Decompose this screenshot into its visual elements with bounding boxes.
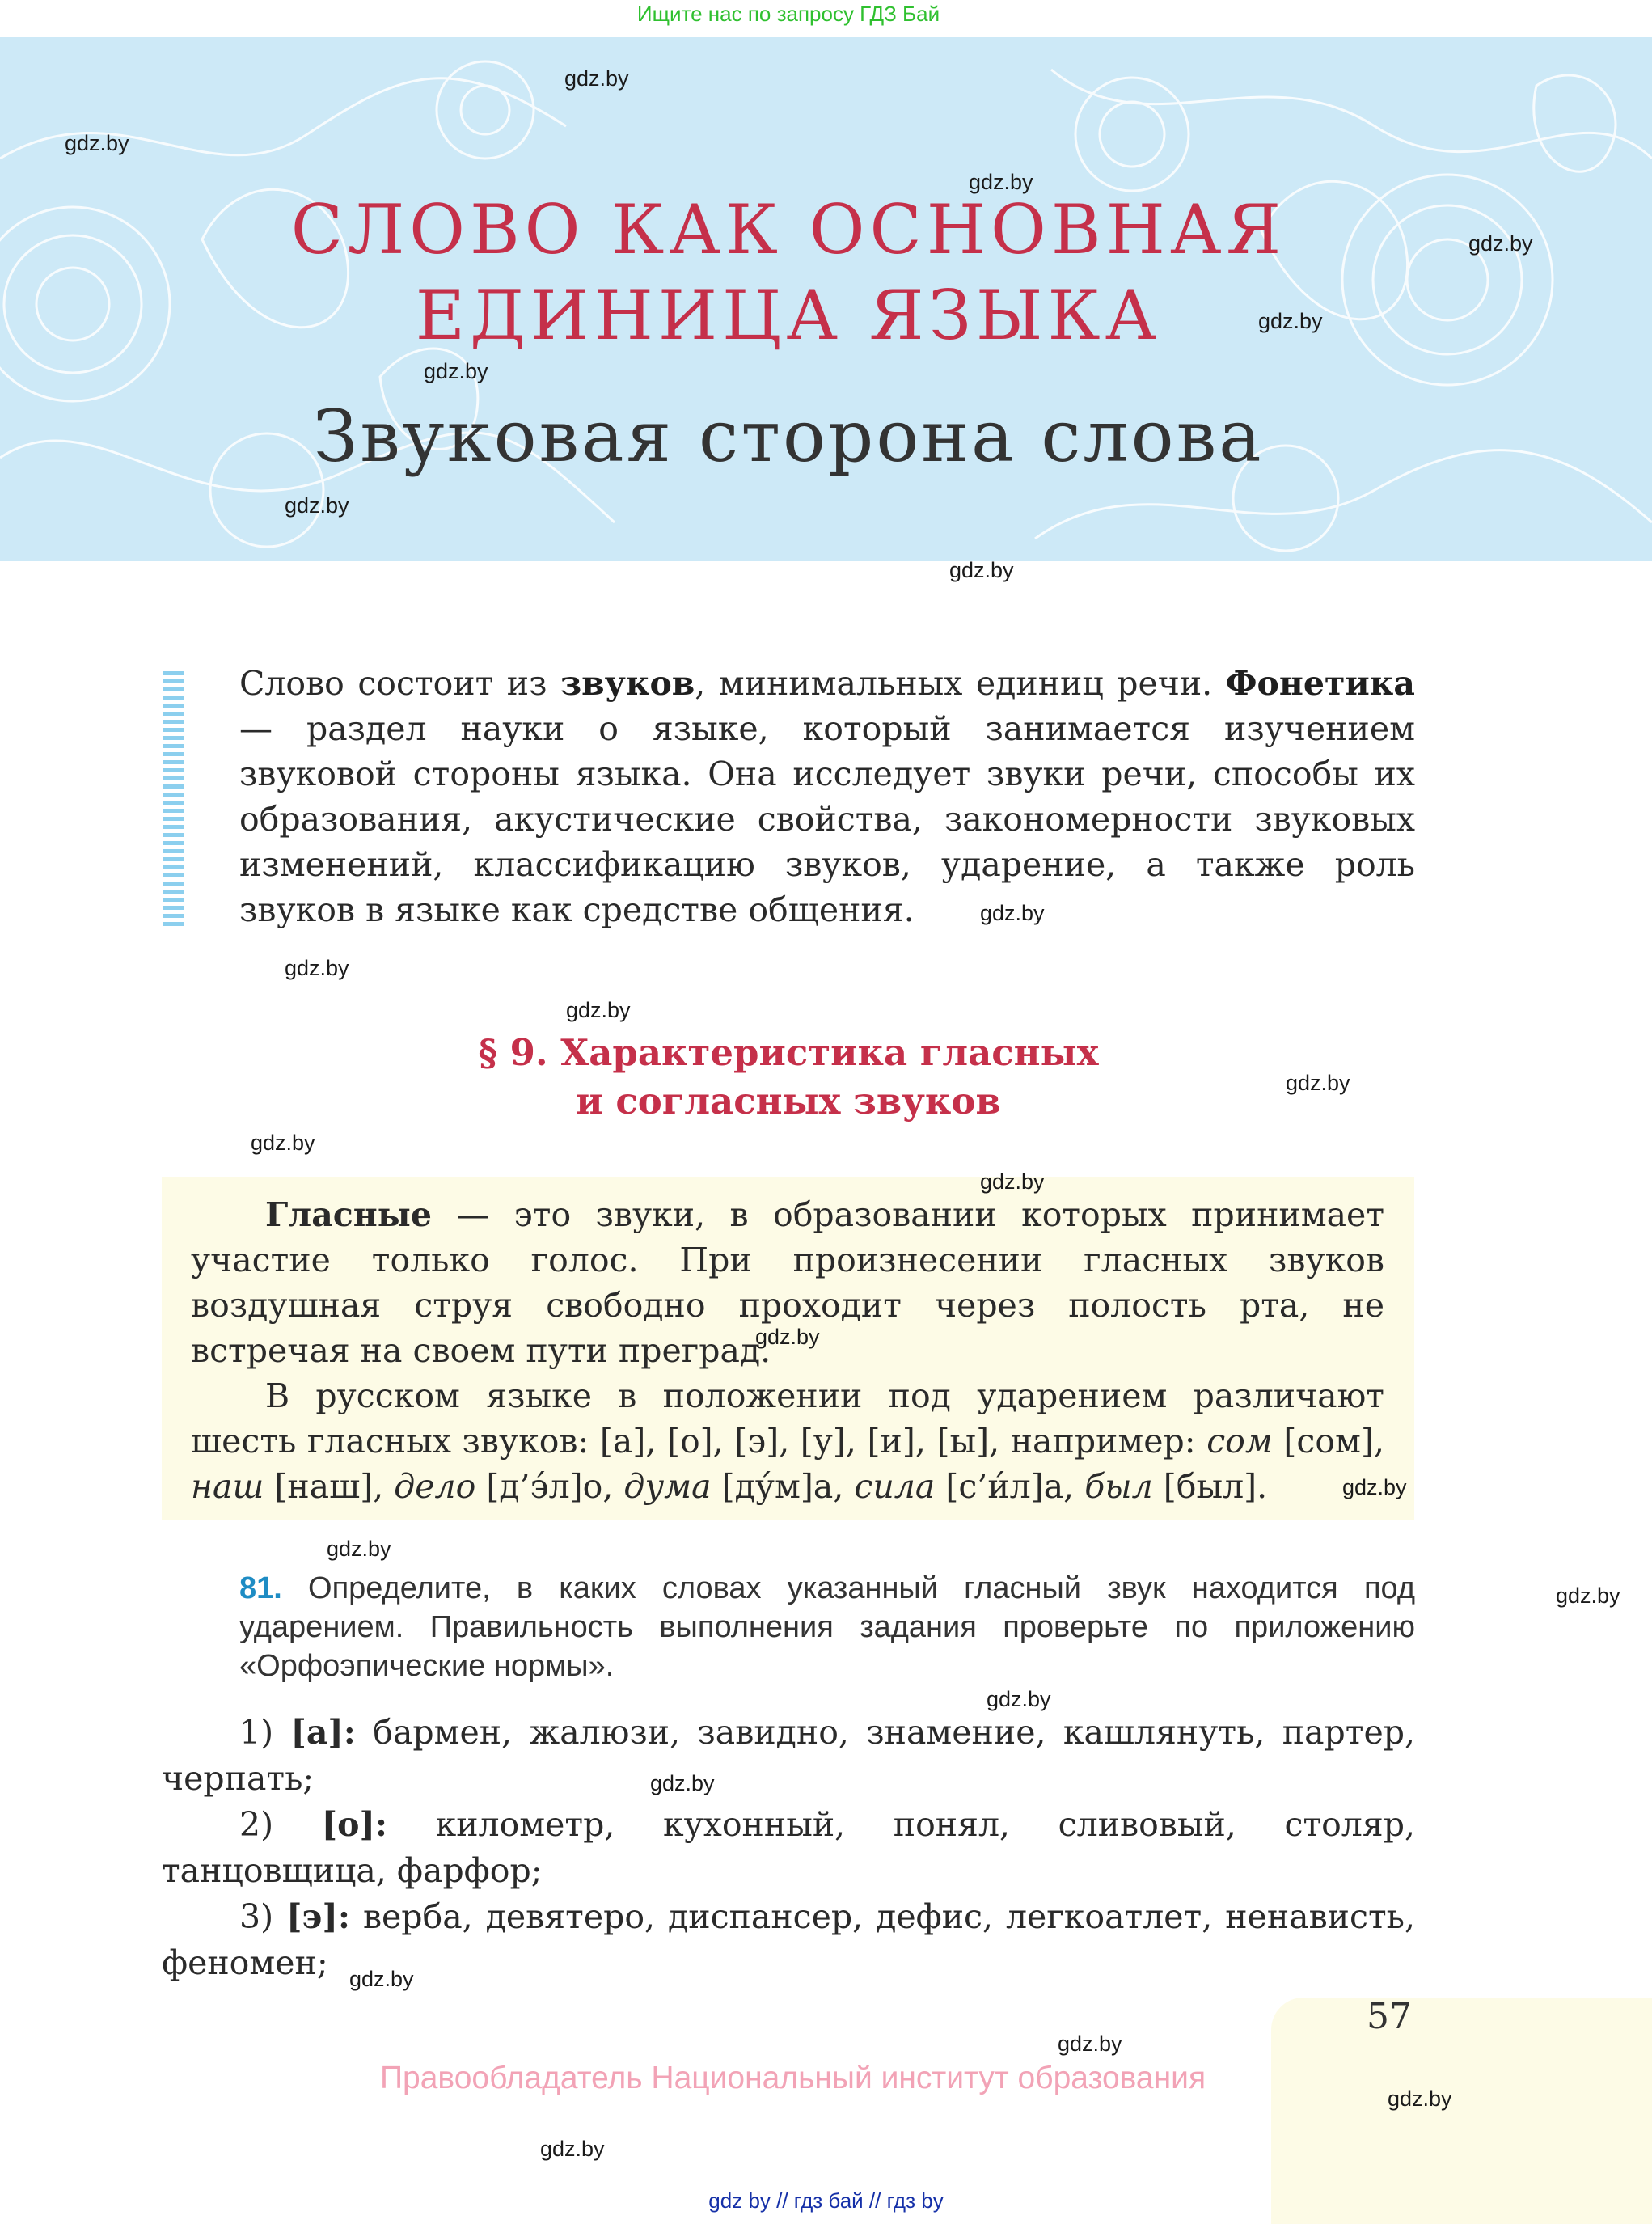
exercise-item-3: 3) [э]: верба, девятеро, диспансер, дефис, легкоатлет, ненависть, феномен; (162, 1897, 1415, 1982)
watermark: gdz.by (650, 1771, 715, 1795)
watermark: gdz.by (1388, 2087, 1452, 2111)
copyright-holder: Правообладатель Национальный институт образования (380, 2061, 1206, 2095)
term-vowels: Гласные (265, 1195, 432, 1234)
page-number: 57 (1367, 1996, 1412, 2037)
watermark: gdz.by (566, 998, 631, 1022)
watermark: gdz.by (1556, 1583, 1620, 1608)
watermark: gdz.by (755, 1325, 820, 1349)
watermark: gdz.by (327, 1537, 391, 1561)
intro-margin-bars (163, 671, 184, 928)
watermark: gdz.by (349, 1967, 414, 1991)
intro-paragraph: Слово состоит из звуков, минимальных единиц речи. Фонетика — раздел науки о языке, который занимается изучением звуковой стороны языка. Она исследует звуки речи, способы их образования, акустические свойства, закономерности звуковых изменений, классификацию звуков, ударение, а также роль звуков в языке как средстве общения. (239, 664, 1415, 929)
watermark: gdz.by (1342, 1475, 1407, 1499)
watermark: gdz.by (1286, 1071, 1350, 1095)
watermark: gdz.by (285, 493, 349, 518)
term-phonetics: Фонетика (1225, 664, 1415, 703)
watermark: gdz.by (65, 131, 129, 155)
exercise-item-1: 1) [а]: бармен, жалюзи, завидно, знамение, кашлянуть, партер, черпать; (162, 1713, 1415, 1798)
watermark: gdz.by (980, 1169, 1045, 1194)
chapter-title-line2: ЕДИНИЦА ЯЗЫКА (415, 276, 1162, 355)
watermark: gdz.by (564, 66, 629, 91)
exercise-number: 81. (239, 1571, 282, 1605)
top-search-link[interactable]: Ищите нас по запросу ГДЗ Бай (636, 2, 940, 26)
chapter-title-line1: СЛОВО КАК ОСНОВНАЯ (290, 190, 1287, 269)
section-title-line2: и согласных звуков (576, 1080, 1001, 1123)
bottom-links[interactable]: gdz by // гдз бай // гдз by (708, 2188, 944, 2213)
watermark: gdz.by (969, 170, 1033, 194)
watermark: gdz.by (1258, 309, 1323, 333)
exercise-81: 81. Определите, в каких словах указанный гласный звук находится под ударением. Правильность выполнения задания проверьте по приложению «Орфоэпические нормы». (239, 1571, 1415, 1683)
watermark: gdz.by (987, 1687, 1051, 1711)
rule-paragraph-1: Гласные — это звуки, в образовании которых принимает участие только голос. При произнесении гласных звуков воздушная струя свободно проходит через полость рта, не встречая на своем пути преград. (191, 1195, 1384, 1370)
watermark: gdz.by (285, 956, 349, 980)
watermark: gdz.by (980, 901, 1045, 925)
exercise-item-2: 2) [о]: километр, кухонный, понял, сливовый, столяр, танцовщица, фарфор; (162, 1805, 1415, 1890)
watermark: gdz.by (1058, 2032, 1122, 2056)
rule-paragraph-2: В русском языке в положении под ударением различают шесть гласных звуков: [а], [о], [э], [у], [и], [ы], например: сом [сом], наш [наш], дело [д’э́л]о, дума [ду́м]а, сила [с’и́л]а, был [был]. (191, 1376, 1384, 1506)
watermark: gdz.by (540, 2137, 605, 2161)
watermark: gdz.by (424, 359, 488, 383)
chapter-subtitle: Звуковая сторона слова (313, 395, 1264, 478)
watermark: gdz.by (251, 1131, 315, 1155)
watermark: gdz.by (949, 558, 1014, 582)
term-sounds: звуков (560, 664, 695, 703)
section-title-line1: § 9. Характеристика гласных (478, 1031, 1099, 1074)
watermark: gdz.by (1468, 231, 1533, 256)
